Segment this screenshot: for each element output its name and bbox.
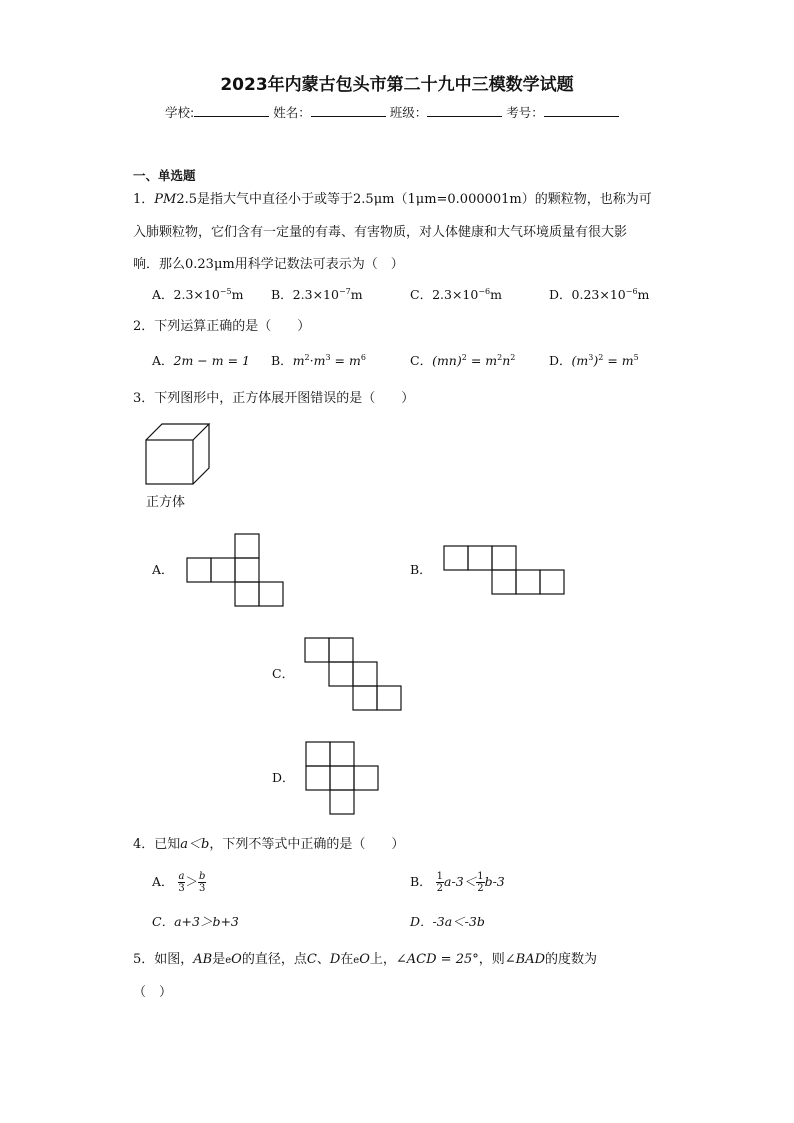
net-c-square-3 xyxy=(329,662,353,686)
q2-c-eq: = m xyxy=(466,353,498,368)
q2-c-e1: 2 xyxy=(461,353,467,362)
q4-option-b[interactable] xyxy=(410,868,505,896)
q1-line1 xyxy=(133,193,652,206)
cube-side-face xyxy=(193,424,209,484)
q2-b-eq: = m xyxy=(330,353,361,368)
number-blank[interactable] xyxy=(544,104,619,117)
q5-text-7: ，则 xyxy=(478,952,505,967)
q2-a-expr: 2m − m = 1 xyxy=(173,353,250,368)
q1-d-unit: m xyxy=(637,287,650,302)
net-b-square-5 xyxy=(516,570,540,594)
class-blank[interactable] xyxy=(427,104,502,117)
q4-text-2: ，下列不等式中正确的是（ ） xyxy=(209,837,405,852)
q4-b-label: B． xyxy=(410,874,432,889)
q1-option-c[interactable] xyxy=(410,289,502,302)
q5-o2: O xyxy=(359,952,370,967)
net-b-square-2 xyxy=(468,546,492,570)
q2-option-b[interactable] xyxy=(271,355,366,368)
q1-number: 1． xyxy=(133,192,155,207)
student-info-row xyxy=(165,103,619,121)
q4-a-d2: 3 xyxy=(199,883,206,894)
q4-b-t2: b-3 xyxy=(484,874,505,889)
q4-option-c[interactable] xyxy=(152,916,239,929)
q2-c-e2: 2 xyxy=(497,353,503,362)
q4-b-d1: 2 xyxy=(436,883,444,894)
q5-text-4: 、 xyxy=(316,952,330,967)
q1-line2: 入肺颗粒物，它们含有一定量的有毒、有害物质，对人体健康和大气环境质量有很大影 xyxy=(133,225,628,240)
q2-d-lhs: (m xyxy=(571,353,589,368)
q4-condition: a＜b xyxy=(180,837,210,852)
net-d-square-4 xyxy=(330,766,354,790)
net-d-square-3 xyxy=(306,766,330,790)
q4-option-a[interactable] xyxy=(152,868,206,896)
q5-text-3: 的直径，点 xyxy=(241,952,307,967)
q4-b-n2: 1 xyxy=(477,871,484,882)
q4-d-text: D．-3a＜-3b xyxy=(410,914,485,929)
q4-b-n1: 1 xyxy=(436,871,444,882)
q5-text-5: 在 xyxy=(340,952,354,967)
q2-c-lhs: (mn) xyxy=(432,353,462,368)
q3-net-b xyxy=(444,546,568,596)
name-label: 姓名： xyxy=(273,105,311,120)
q5-ab: AB xyxy=(193,952,213,967)
q1-c-exp: −6 xyxy=(478,287,491,296)
q4-a-op: ＞ xyxy=(185,874,198,889)
q1-option-a[interactable] xyxy=(152,289,243,302)
q1-d-text: D．0.23×10 xyxy=(549,287,626,302)
q5-text-1: 5．如图， xyxy=(133,952,194,967)
q4-option-d[interactable] xyxy=(410,916,485,929)
q4-b-t1: a-3＜ xyxy=(444,874,477,889)
q2-b-e3: 6 xyxy=(360,353,366,362)
q2-c-label: C． xyxy=(410,353,433,368)
page-title: 2023年内蒙古包头市第二十九中三模数学试题 xyxy=(220,75,574,95)
q3-net-a xyxy=(187,534,287,608)
q1-c-text: C．2.3×10 xyxy=(410,287,479,302)
q2-d-eq: = m xyxy=(603,353,634,368)
q1-b-text: B．2.3×10 xyxy=(271,287,339,302)
cube-top-face xyxy=(146,424,209,440)
q5-angle-acd: ∠ACD = 25° xyxy=(395,952,479,967)
q4-a-frac-2 xyxy=(198,871,206,894)
q2-b-label: B． xyxy=(271,353,293,368)
q4-a-d1: 3 xyxy=(178,883,185,894)
q1-b-unit: m xyxy=(350,287,363,302)
net-d-square-5 xyxy=(354,766,378,790)
q5-circle-symbol-2: e xyxy=(353,955,360,966)
q1-d-exp: −6 xyxy=(625,287,638,296)
number-label: 考号： xyxy=(506,105,544,120)
q4-c-text: C．a+3＞b+3 xyxy=(152,914,239,929)
q1-a-unit: m xyxy=(231,287,244,302)
net-d-square-1 xyxy=(306,742,330,766)
q5-line1 xyxy=(133,953,597,966)
net-b-square-1 xyxy=(444,546,468,570)
q2-d-e1: 3 xyxy=(588,353,594,362)
net-b-square-3 xyxy=(492,546,516,570)
q1-option-b[interactable] xyxy=(271,289,363,302)
q2-c-e3: 2 xyxy=(510,353,516,362)
q1-pm: PM xyxy=(154,192,177,207)
q2-a-label: A． xyxy=(152,353,174,368)
q5-d: D xyxy=(329,952,341,967)
q2-d-label: D． xyxy=(549,353,572,368)
q4-a-label: A． xyxy=(152,874,174,889)
q3-option-d-label[interactable]: D． xyxy=(272,770,295,785)
q2-b-e2: 3 xyxy=(325,353,331,362)
q2-b-dot: ·m xyxy=(309,353,326,368)
q1-c-unit: m xyxy=(490,287,502,302)
q2-d-e2: 2 xyxy=(598,353,604,362)
q5-angle-bad: ∠BAD xyxy=(504,952,546,967)
q2-b-m1: m xyxy=(292,353,305,368)
net-a-square-1 xyxy=(235,534,259,558)
school-label: 学校: xyxy=(165,105,195,120)
net-a-square-4 xyxy=(235,558,259,582)
q2-option-c[interactable] xyxy=(410,355,515,368)
class-label: 班级： xyxy=(389,105,428,120)
q5-c: C xyxy=(306,952,317,967)
name-blank[interactable] xyxy=(311,104,386,117)
q2-option-d[interactable] xyxy=(549,355,639,368)
q1-b-exp: −7 xyxy=(338,287,351,296)
q4-b-frac-2 xyxy=(476,871,484,894)
q2-c-n: n xyxy=(502,353,511,368)
q5-text-2: 是 xyxy=(212,952,226,967)
net-d-square-2 xyxy=(330,742,354,766)
q4-stem xyxy=(133,838,404,851)
net-b-square-4 xyxy=(492,570,516,594)
net-c-square-4 xyxy=(353,662,377,686)
q1-text-1: 2.5是指大气中直径小于或等于2.5μm（1μm=0.000001m）的颗粒物，也称为可 xyxy=(176,192,652,207)
q2-option-a[interactable] xyxy=(152,355,250,368)
net-c-square-5 xyxy=(353,686,377,710)
cube-front-face xyxy=(146,440,193,484)
q3-option-c-label[interactable]: C． xyxy=(272,666,295,681)
q2-d-e3: 5 xyxy=(633,353,639,362)
net-c-square-6 xyxy=(377,686,401,710)
q4-a-n2: b xyxy=(199,871,206,882)
net-a-square-3 xyxy=(211,558,235,582)
cube-label: 正方体 xyxy=(146,495,186,510)
q1-a-text: A．2.3×10 xyxy=(152,287,220,302)
q3-net-d xyxy=(306,742,382,816)
q4-a-n1: a xyxy=(178,871,185,882)
q1-line3: 响．那么0.23μm用科学记数法可表示为（ ） xyxy=(133,257,404,272)
q5-o1: O xyxy=(231,952,242,967)
net-d-square-6 xyxy=(330,790,354,814)
q3-option-b-label[interactable]: B． xyxy=(410,562,432,577)
q2-stem: 2．下列运算正确的是（ ） xyxy=(133,319,311,334)
q4-b-d2: 2 xyxy=(477,883,484,894)
q3-net-c xyxy=(305,638,405,712)
q2-b-e1: 2 xyxy=(304,353,310,362)
net-c-square-2 xyxy=(329,638,353,662)
net-a-square-6 xyxy=(259,582,283,606)
q3-stem: 3．下列图形中，正方体展开图错误的是（ ） xyxy=(133,391,415,406)
cube-figure xyxy=(145,423,215,488)
q1-a-exp: −5 xyxy=(219,287,232,296)
net-a-square-2 xyxy=(187,558,211,582)
school-blank[interactable] xyxy=(194,104,269,117)
q1-option-d[interactable] xyxy=(549,289,649,302)
q5-text-8: 的度数为 xyxy=(545,952,598,967)
net-a-square-5 xyxy=(235,582,259,606)
q5-text-6: 上， xyxy=(369,952,396,967)
q3-option-a-label[interactable]: A． xyxy=(152,562,174,577)
net-b-square-6 xyxy=(540,570,564,594)
q4-b-frac-1 xyxy=(436,871,444,894)
section-heading: 一、单选题 xyxy=(133,168,196,183)
q5-circle-symbol-1: e xyxy=(225,955,232,966)
q5-line2: （ ） xyxy=(133,985,173,1000)
net-c-square-1 xyxy=(305,638,329,662)
q2-d-rp: ) xyxy=(593,353,599,368)
q4-text-1: 4．已知 xyxy=(133,837,181,852)
